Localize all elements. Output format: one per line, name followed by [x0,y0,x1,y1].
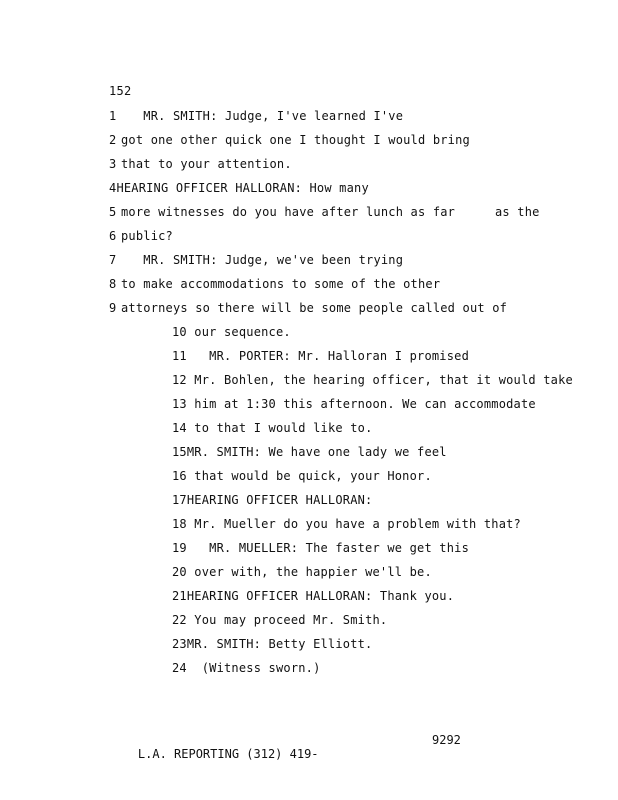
page-footer [109,733,461,775]
line-text: our sequence. [194,325,291,339]
line-number: 5 [109,205,117,219]
line-text: MR. PORTER: Mr. Halloran I promised [209,349,470,363]
line-text: You may proceed Mr. Smith. [194,613,388,627]
transcript-line-16 [172,468,432,484]
line-text: him at 1:30 this afternoon. We can accommodate [194,397,536,411]
line-text: MR. MUELLER: The faster we get this [209,541,470,555]
line-number: 17 [172,493,187,507]
line-number: 12 [172,373,187,387]
transcript-line-24 [172,660,321,676]
line-text: HEARING OFFICER HALLORAN: How many [116,181,369,195]
line-number: 19 [172,541,187,555]
line-text: that would be quick, your Honor. [194,469,432,483]
line-text: to that I would like to. [194,421,373,435]
transcript-line-21 [172,588,454,604]
transcript-line-6 [109,228,173,244]
line-number: 21 [172,589,187,603]
transcript-line-13 [172,396,536,412]
line-text: attorneys so there will be some people called out of [121,301,508,315]
transcript-line-18 [172,516,521,532]
line-text: more witnesses do you have after lunch as far [121,205,456,219]
line-number: 24 [172,661,187,675]
transcript-line-1 [109,108,403,124]
transcript-line-19 [172,540,469,556]
line-text: Mr. Bohlen, the hearing officer, that it would take [194,373,573,387]
line-number: 22 [172,613,187,627]
line-number: 3 [109,157,117,171]
line-number: 15 [172,445,187,459]
line-text: MR. SMITH: Judge, we've been trying [143,253,404,267]
transcript-line-7 [109,252,403,268]
line-text: MR. SMITH: Betty Elliott. [186,637,373,651]
transcript-line-22 [172,612,387,628]
transcript-line-5 [109,204,540,220]
transcript-line-11 [172,348,469,364]
line-text: got one other quick one I thought I would bring [121,133,470,147]
line-text: MR. SMITH: Judge, I've learned I've [143,109,404,123]
line-number: 8 [109,277,117,291]
transcript-line-20 [172,564,432,580]
transcript-line-3 [109,156,292,172]
line-text: (Witness sworn.) [201,661,321,675]
line-number: 16 [172,469,187,483]
line-number: 2 [109,133,117,147]
reporter-name-phone: L.A. REPORTING (312) 419- [137,747,319,761]
page-number: 152 [109,84,132,98]
line-text-tail: as the [495,205,540,219]
line-number: 18 [172,517,187,531]
line-text: that to your attention. [121,157,292,171]
line-number: 7 [109,253,117,267]
transcript-line-15 [172,444,447,460]
transcript-line-4 [109,180,369,196]
line-text: HEARING OFFICER HALLORAN: Thank you. [186,589,455,603]
line-number: 10 [172,325,187,339]
line-text: HEARING OFFICER HALLORAN: [186,493,373,507]
transcript-line-17 [172,492,372,508]
line-number: 14 [172,421,187,435]
line-number: 1 [109,109,117,123]
line-text: MR. SMITH: We have one lady we feel [186,445,447,459]
transcript-line-9 [109,300,507,316]
line-text: to make accommodations to some of the other [121,277,441,291]
line-text: Mr. Mueller do you have a problem with that? [194,517,521,531]
line-text: over with, the happier we'll be. [194,565,432,579]
transcript-line-8 [109,276,440,292]
line-number: 20 [172,565,187,579]
transcript-line-10 [172,324,291,340]
line-number: 13 [172,397,187,411]
line-number: 6 [109,229,117,243]
phone-suffix: 9292 [432,733,461,747]
line-number: 4 [109,181,117,195]
line-number: 11 [172,349,187,363]
line-number: 23 [172,637,187,651]
line-number: 9 [109,301,117,315]
line-text: public? [121,229,173,243]
transcript-line-12 [172,372,573,388]
transcript-line-14 [172,420,373,436]
transcript-line-23 [172,636,372,652]
transcript-line-2 [109,132,470,148]
